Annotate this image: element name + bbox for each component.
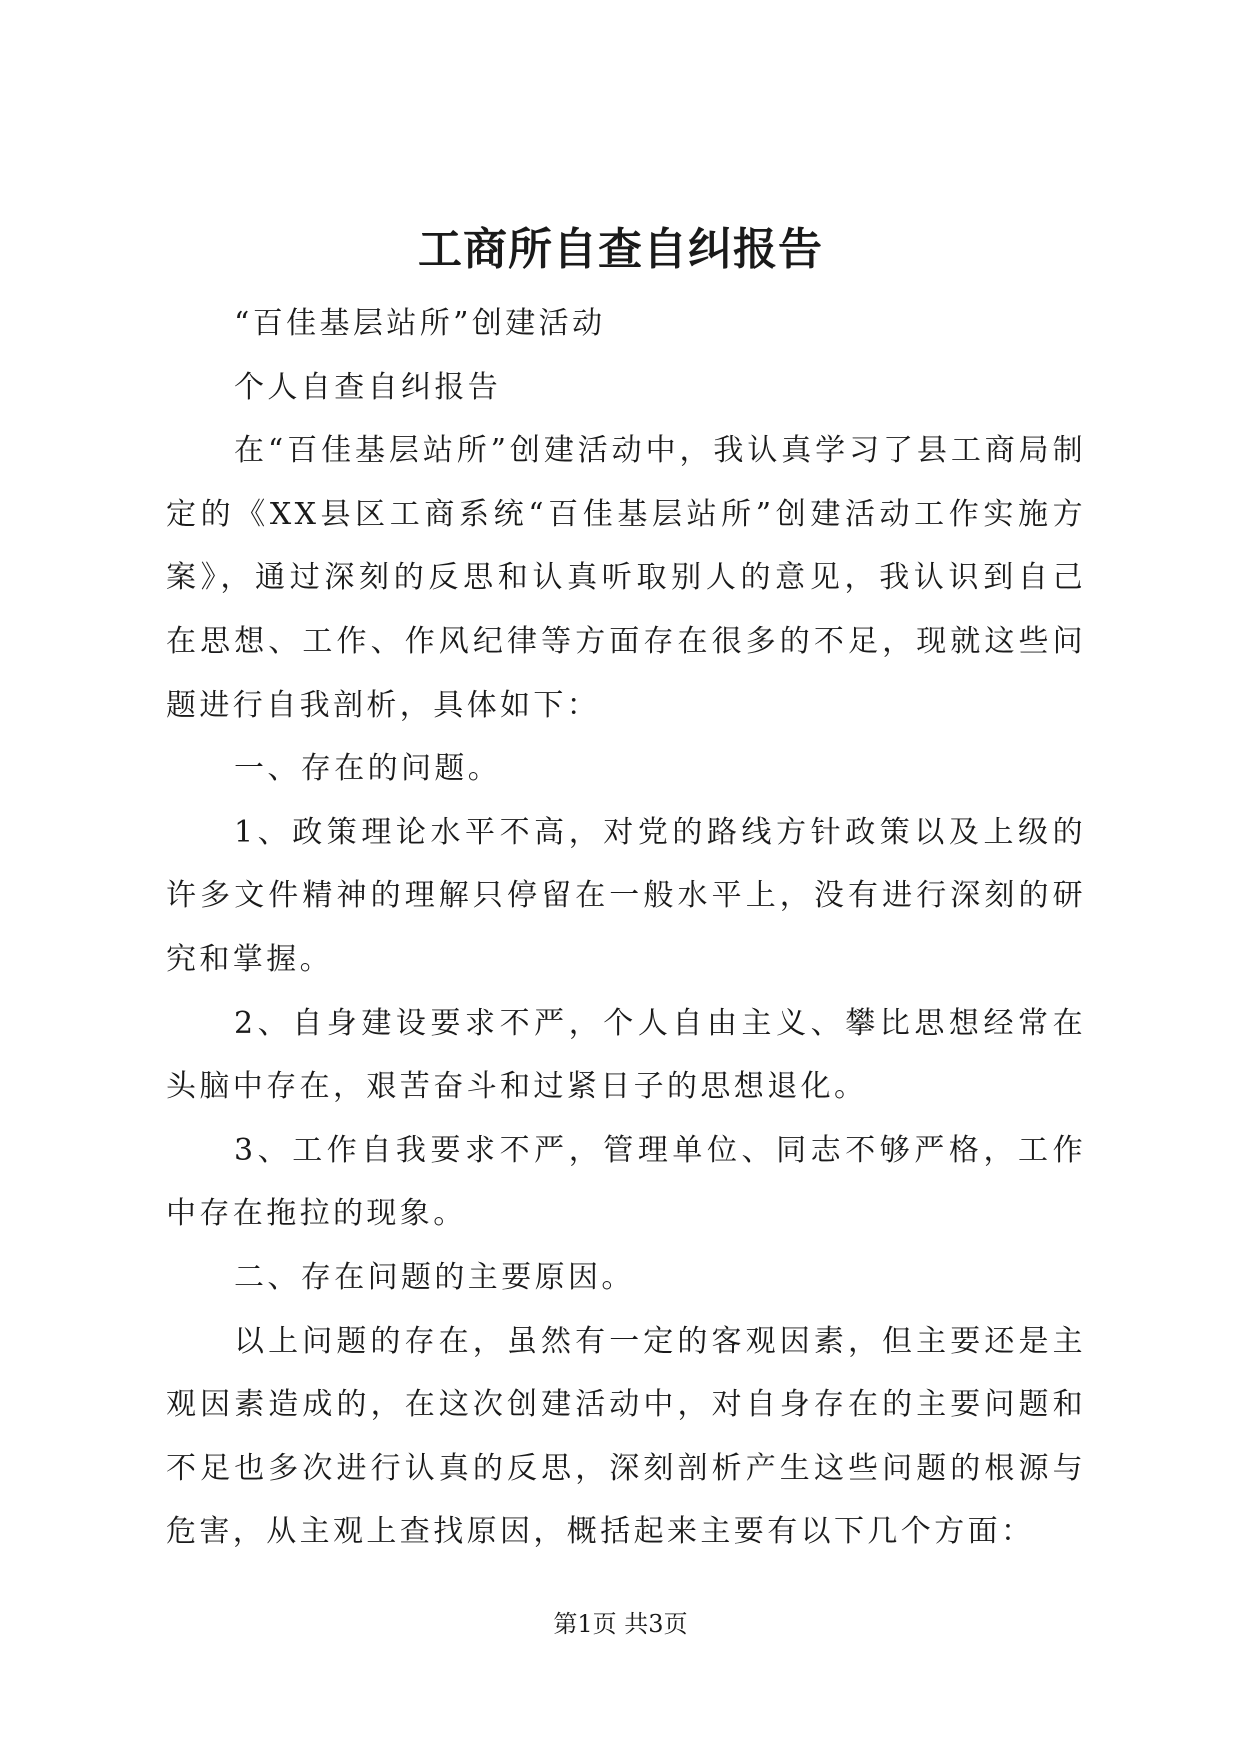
paragraph-problem-2: 2、自身建设要求不严，个人自由主义、攀比思想经常在头脑中存在，艰苦奋斗和过紧日子的思想退化。 (166, 1005, 1086, 1105)
paragraph-problem-3: 3、工作自我要求不严，管理单位、同志不够严格，工作中存在拖拉的现象。 (166, 1132, 1086, 1232)
paragraph-causes-intro: 以上问题的存在，虽然有一定的客观因素，但主要还是主观因素造成的，在这次创建活动中，对自身存在的主要问题和不足也多次进行认真的反思，深刻剖析产生这些问题的根源与危害，从主观上查找原因，概括起来主要有以下几个方面： (166, 1323, 1086, 1550)
paragraph-activity-name: “百佳基层站所”创建活动 (234, 306, 606, 341)
document-title: 工商所自查自纠报告 (418, 224, 823, 275)
document-body (166, 292, 1086, 1564)
page-number-footer: 第1页 共3页 (553, 1610, 688, 1638)
paragraph-problem-1: 1、政策理论水平不高，对党的路线方针政策以及上级的许多文件精神的理解只停留在一般水平上，没有进行深刻的研究和掌握。 (166, 814, 1086, 977)
paragraph-report-name: 个人自查自纠报告 (234, 369, 502, 405)
paragraph-intro: 在“百佳基层站所”创建活动中，我认真学习了县工商局制定的《XX县区工商系统“百佳基层站所”创建活动工作实施方案》，通过深刻的反思和认真听取别人的意见，我认识到自己在思想、工作、作风纪律等方面存在很多的不足，现就这些问题进行自我剖析，具体如下： (166, 433, 1086, 723)
section-heading-problems: 一、存在的问题。 (234, 751, 502, 787)
section-heading-causes: 二、存在问题的主要原因。 (234, 1259, 635, 1295)
